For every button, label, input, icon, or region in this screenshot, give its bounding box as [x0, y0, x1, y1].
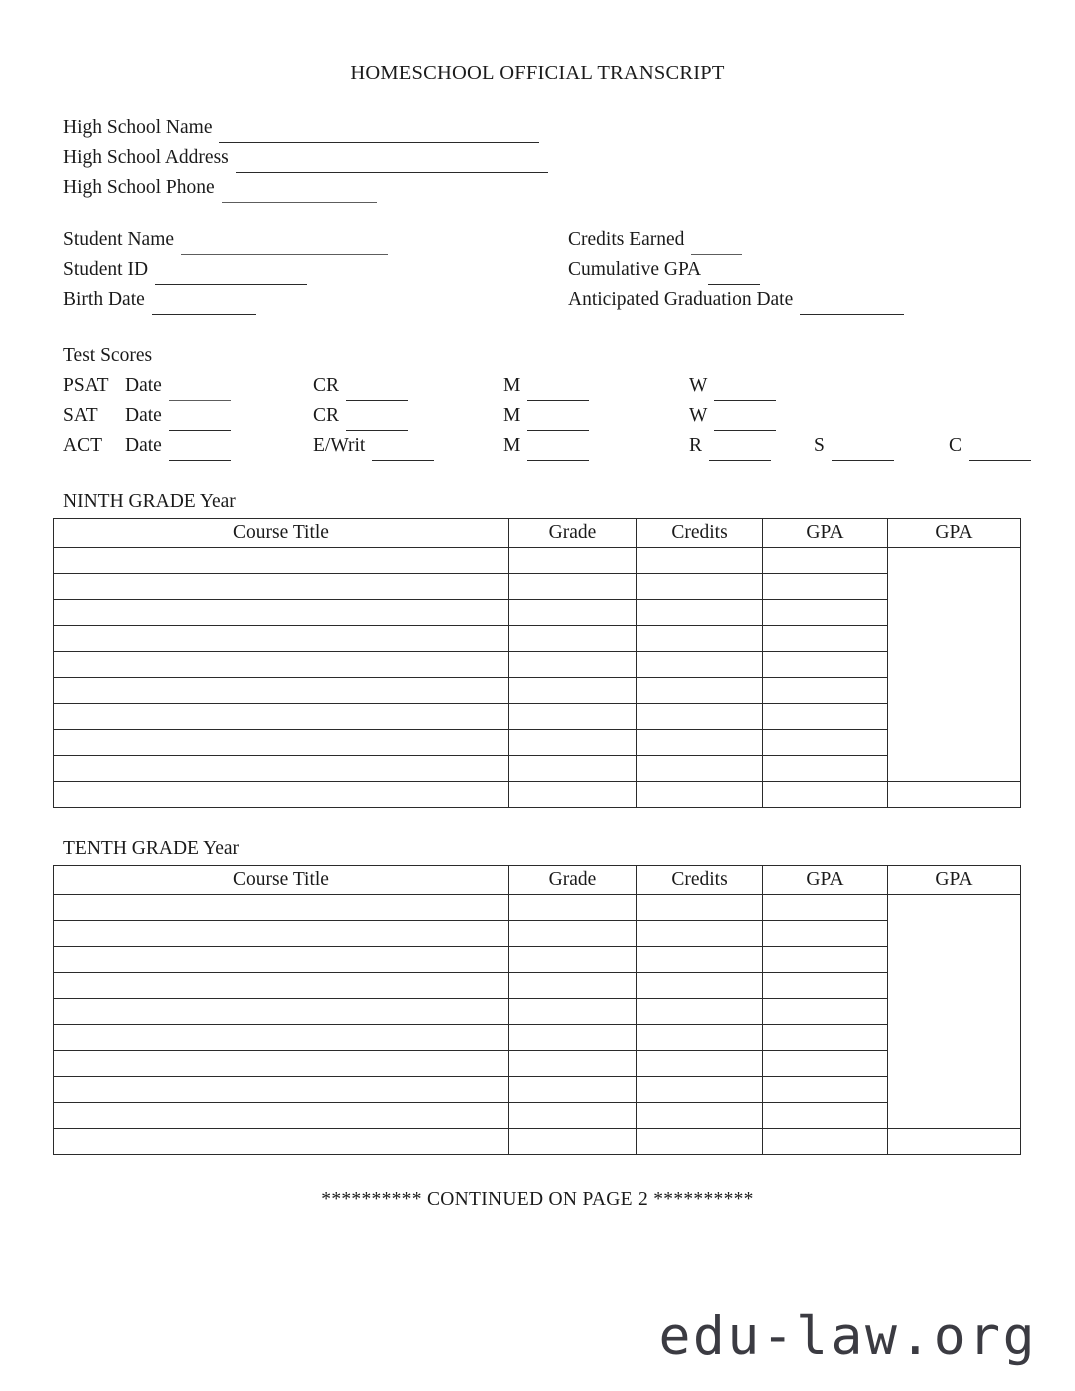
high-school-name-field	[63, 113, 1075, 143]
test-score-row-sat	[63, 401, 1075, 431]
cell-gpa[interactable]	[763, 1103, 888, 1129]
cell-credits[interactable]	[637, 947, 763, 973]
cell-gpa[interactable]	[763, 1129, 888, 1155]
psat-cr-label: CR	[313, 375, 340, 396]
table-row-total[interactable]	[54, 782, 1021, 808]
act-ewrit-field	[313, 431, 503, 461]
psat-date-input[interactable]	[169, 380, 231, 401]
high-school-phone-field	[63, 173, 1075, 203]
psat-w-field	[689, 371, 814, 401]
ninth-grade-table	[53, 518, 1021, 808]
table-row[interactable]	[54, 921, 1021, 947]
cell-credits[interactable]	[637, 921, 763, 947]
cumulative-gpa-field	[568, 255, 904, 285]
high-school-name-input[interactable]	[219, 122, 539, 143]
cell-course-title[interactable]	[54, 1129, 509, 1155]
act-r-field	[689, 431, 814, 461]
act-s-input[interactable]	[832, 440, 894, 461]
sat-w-input[interactable]	[714, 410, 776, 431]
table-row[interactable]	[54, 1025, 1021, 1051]
cell-grade[interactable]	[509, 548, 637, 574]
tenth-grade-block	[0, 836, 1075, 1155]
cell-grade[interactable]	[509, 704, 637, 730]
cell-credits[interactable]	[637, 678, 763, 704]
psat-label: PSAT	[63, 375, 109, 396]
cell-grade[interactable]	[509, 730, 637, 756]
cell-credits[interactable]	[637, 895, 763, 921]
cell-grade[interactable]	[509, 600, 637, 626]
test-score-row-act	[63, 431, 1075, 461]
cell-course-title[interactable]	[54, 730, 509, 756]
cell-credits[interactable]	[637, 548, 763, 574]
anticipated-graduation-field	[568, 285, 904, 315]
cell-course-title[interactable]	[54, 895, 509, 921]
cell-grade[interactable]	[509, 678, 637, 704]
student-name-label: Student Name	[63, 229, 175, 250]
high-school-address-field	[63, 143, 1075, 173]
cell-credits[interactable]	[637, 704, 763, 730]
act-m-field	[503, 431, 689, 461]
cell-grade[interactable]	[509, 921, 637, 947]
cell-credits[interactable]	[637, 1077, 763, 1103]
cell-course-title[interactable]	[54, 947, 509, 973]
cell-credits[interactable]	[637, 999, 763, 1025]
cell-grade[interactable]	[509, 1129, 637, 1155]
table-row[interactable]	[54, 652, 1021, 678]
table-row[interactable]	[54, 756, 1021, 782]
school-info-section	[63, 113, 1075, 203]
cell-grade[interactable]	[509, 782, 637, 808]
cell-gpa[interactable]	[763, 921, 888, 947]
sat-m-field	[503, 401, 689, 431]
table-row[interactable]	[54, 1103, 1021, 1129]
table-row[interactable]	[54, 1077, 1021, 1103]
table-row[interactable]	[54, 548, 1021, 574]
act-date-input[interactable]	[169, 440, 231, 461]
sat-cr-input[interactable]	[346, 410, 408, 431]
student-summary-section	[63, 225, 1075, 315]
credits-earned-input[interactable]	[691, 234, 742, 255]
high-school-address-label: High School Address	[63, 147, 229, 168]
cell-course-title[interactable]	[54, 1025, 509, 1051]
sat-m-input[interactable]	[527, 410, 589, 431]
act-ewrit-label: E/Writ	[313, 435, 366, 456]
cell-credits[interactable]	[637, 756, 763, 782]
act-r-label: R	[689, 435, 703, 456]
sat-m-label: M	[503, 405, 521, 426]
psat-m-label: M	[503, 375, 521, 396]
high-school-address-input[interactable]	[236, 152, 548, 173]
table-row[interactable]	[54, 999, 1021, 1025]
column-header-credits: Credits	[637, 866, 763, 895]
test-scores-section	[63, 341, 1075, 461]
sat-date-field	[125, 401, 313, 431]
cell-gpa[interactable]	[763, 678, 888, 704]
cell-course-title[interactable]	[54, 1077, 509, 1103]
anticipated-graduation-input[interactable]	[800, 294, 904, 315]
act-c-label: C	[949, 435, 963, 456]
table-row-total[interactable]	[54, 1129, 1021, 1155]
tenth-grade-table	[53, 865, 1021, 1155]
psat-cr-field	[313, 371, 503, 401]
student-name-input[interactable]	[181, 234, 388, 255]
cell-grade[interactable]	[509, 1051, 637, 1077]
cell-course-title[interactable]	[54, 678, 509, 704]
credits-earned-field	[568, 225, 904, 255]
cell-gpa-cumulative-total[interactable]	[888, 782, 1021, 808]
cell-gpa-cumulative-merged[interactable]	[888, 548, 1021, 782]
cell-gpa[interactable]	[763, 1077, 888, 1103]
cell-gpa[interactable]	[763, 704, 888, 730]
act-c-input[interactable]	[969, 440, 1031, 461]
cell-course-title[interactable]	[54, 704, 509, 730]
cell-grade[interactable]	[509, 756, 637, 782]
sat-cr-field	[313, 401, 503, 431]
high-school-phone-label: High School Phone	[63, 177, 215, 198]
sat-w-field	[689, 401, 814, 431]
cell-course-title[interactable]	[54, 782, 509, 808]
test-scores-heading: Test Scores	[63, 345, 153, 366]
continued-note: ********** CONTINUED ON PAGE 2 **********	[321, 1189, 754, 1210]
cell-grade[interactable]	[509, 574, 637, 600]
table-row[interactable]	[54, 600, 1021, 626]
cell-course-title[interactable]	[54, 548, 509, 574]
table-row[interactable]	[54, 1051, 1021, 1077]
page-title: HOMESCHOOL OFFICIAL TRANSCRIPT	[350, 62, 725, 84]
cell-course-title[interactable]	[54, 626, 509, 652]
cell-grade[interactable]	[509, 999, 637, 1025]
cell-gpa[interactable]	[763, 574, 888, 600]
cell-gpa[interactable]	[763, 548, 888, 574]
student-id-input[interactable]	[155, 264, 307, 285]
table-row[interactable]	[54, 947, 1021, 973]
column-header-credits: Credits	[637, 519, 763, 548]
column-header-gpa-cumulative: GPA	[888, 519, 1021, 548]
test-score-row-psat	[63, 371, 1075, 401]
cell-grade[interactable]	[509, 973, 637, 999]
cell-gpa[interactable]	[763, 895, 888, 921]
cell-credits[interactable]	[637, 652, 763, 678]
sat-date-label: Date	[125, 405, 162, 426]
cell-credits[interactable]	[637, 730, 763, 756]
credits-earned-label: Credits Earned	[568, 229, 685, 250]
high-school-name-label: High School Name	[63, 117, 213, 138]
act-c-field	[949, 431, 1069, 461]
column-header-course-title: Course Title	[54, 866, 509, 895]
student-id-label: Student ID	[63, 259, 149, 280]
tenth-grade-caption: TENTH GRADE Year	[63, 838, 240, 859]
cell-credits[interactable]	[637, 600, 763, 626]
cell-course-title[interactable]	[54, 973, 509, 999]
psat-cr-input[interactable]	[346, 380, 408, 401]
cell-gpa[interactable]	[763, 756, 888, 782]
cell-gpa[interactable]	[763, 947, 888, 973]
cell-grade[interactable]	[509, 947, 637, 973]
psat-date-label: Date	[125, 375, 162, 396]
cell-gpa[interactable]	[763, 1051, 888, 1077]
psat-date-field	[125, 371, 313, 401]
cell-course-title[interactable]	[54, 1103, 509, 1129]
cell-course-title[interactable]	[54, 574, 509, 600]
sat-cr-label: CR	[313, 405, 340, 426]
cell-gpa[interactable]	[763, 782, 888, 808]
cell-gpa[interactable]	[763, 730, 888, 756]
birth-date-input[interactable]	[152, 294, 256, 315]
table-row[interactable]	[54, 626, 1021, 652]
summary-column	[568, 225, 904, 315]
cell-gpa[interactable]	[763, 1025, 888, 1051]
cell-course-title[interactable]	[54, 999, 509, 1025]
cell-gpa-cumulative-merged[interactable]	[888, 895, 1021, 1129]
table-row[interactable]	[54, 895, 1021, 921]
table-header-row	[54, 519, 1021, 548]
cell-credits[interactable]	[637, 1051, 763, 1077]
act-ewrit-input[interactable]	[372, 440, 434, 461]
sat-date-input[interactable]	[169, 410, 231, 431]
act-m-input[interactable]	[527, 440, 589, 461]
column-header-gpa: GPA	[763, 519, 888, 548]
act-s-field	[814, 431, 949, 461]
birth-date-label: Birth Date	[63, 289, 145, 310]
cell-course-title[interactable]	[54, 921, 509, 947]
column-header-gpa-cumulative: GPA	[888, 866, 1021, 895]
act-label: ACT	[63, 435, 102, 456]
act-m-label: M	[503, 435, 521, 456]
anticipated-graduation-label: Anticipated Graduation Date	[568, 289, 794, 310]
column-header-grade: Grade	[509, 866, 637, 895]
ninth-grade-caption: NINTH GRADE Year	[63, 491, 236, 512]
psat-w-label: W	[689, 375, 708, 396]
cell-course-title[interactable]	[54, 652, 509, 678]
cell-credits[interactable]	[637, 782, 763, 808]
cell-gpa[interactable]	[763, 626, 888, 652]
cell-gpa[interactable]	[763, 600, 888, 626]
psat-m-input[interactable]	[527, 380, 589, 401]
cell-course-title[interactable]	[54, 600, 509, 626]
high-school-phone-input[interactable]	[222, 182, 377, 203]
cell-gpa[interactable]	[763, 999, 888, 1025]
psat-m-field	[503, 371, 689, 401]
cell-credits[interactable]	[637, 973, 763, 999]
cell-gpa-cumulative-total[interactable]	[888, 1129, 1021, 1155]
cell-grade[interactable]	[509, 652, 637, 678]
act-date-label: Date	[125, 435, 162, 456]
sat-w-label: W	[689, 405, 708, 426]
cell-gpa[interactable]	[763, 973, 888, 999]
cell-grade[interactable]	[509, 895, 637, 921]
act-date-field	[125, 431, 313, 461]
column-header-grade: Grade	[509, 519, 637, 548]
cell-grade[interactable]	[509, 626, 637, 652]
cell-credits[interactable]	[637, 626, 763, 652]
cell-grade[interactable]	[509, 1077, 637, 1103]
cell-grade[interactable]	[509, 1025, 637, 1051]
column-header-gpa: GPA	[763, 866, 888, 895]
sat-label: SAT	[63, 405, 98, 426]
ninth-grade-block	[0, 489, 1075, 808]
cell-course-title[interactable]	[54, 756, 509, 782]
table-row[interactable]	[54, 678, 1021, 704]
cumulative-gpa-label: Cumulative GPA	[568, 259, 702, 280]
column-header-course-title: Course Title	[54, 519, 509, 548]
table-header-row	[54, 866, 1021, 895]
table-row[interactable]	[54, 574, 1021, 600]
cell-credits[interactable]	[637, 1103, 763, 1129]
table-row[interactable]	[54, 973, 1021, 999]
cell-grade[interactable]	[509, 1103, 637, 1129]
cell-gpa[interactable]	[763, 652, 888, 678]
cumulative-gpa-input[interactable]	[708, 264, 760, 285]
cell-course-title[interactable]	[54, 1051, 509, 1077]
watermark-edu-law: edu-law.org	[658, 1306, 1037, 1367]
cell-credits[interactable]	[637, 1025, 763, 1051]
table-row[interactable]	[54, 704, 1021, 730]
act-r-input[interactable]	[709, 440, 771, 461]
psat-w-input[interactable]	[714, 380, 776, 401]
cell-credits[interactable]	[637, 1129, 763, 1155]
act-s-label: S	[814, 435, 825, 456]
table-row[interactable]	[54, 730, 1021, 756]
cell-credits[interactable]	[637, 574, 763, 600]
